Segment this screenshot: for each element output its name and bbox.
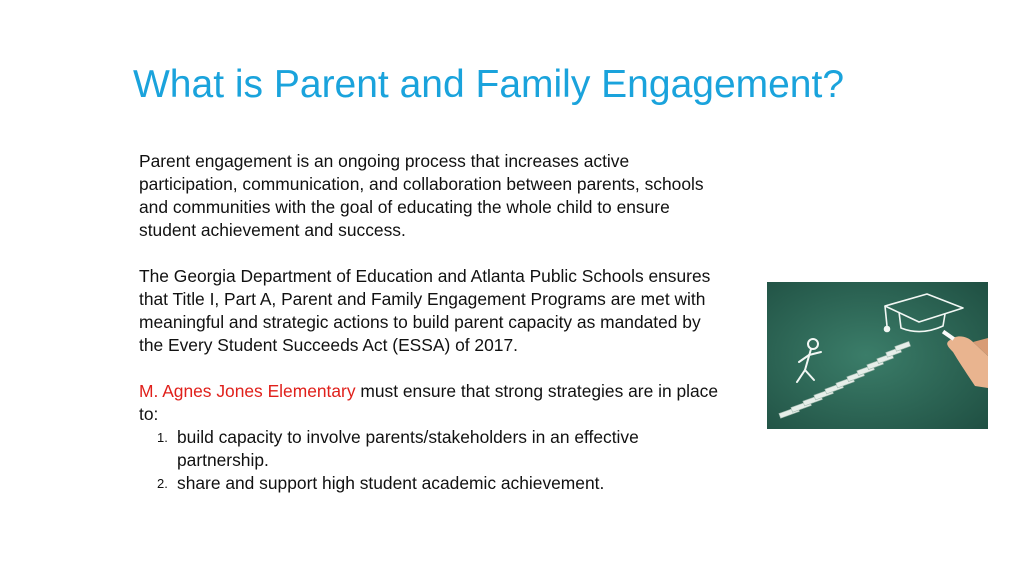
list-number: 1. <box>157 430 168 445</box>
chalkboard-illustration <box>767 282 988 429</box>
school-name: M. Agnes Jones Elementary <box>139 381 356 401</box>
list-text: build capacity to involve parents/stakeholders in an effective partnership. <box>177 427 639 470</box>
slide-title: What is Parent and Family Engagement? <box>133 63 845 106</box>
slide-body <box>139 150 729 495</box>
list-item <box>139 472 729 495</box>
paragraph-school <box>139 380 729 426</box>
list-item <box>139 426 729 472</box>
school-intro: must ensure that strong strategies are in place to: <box>139 381 719 424</box>
chalkboard-stairs-image <box>767 282 988 429</box>
list-number: 2. <box>157 476 168 491</box>
paragraph-georgia: The Georgia Department of Education and Atlanta Public Schools ensures that Title I, Part A, Parent and Family Engagement Programs are met with meaningful and strategic actions to build parent capacity as mandated by the Every Student Succeeds Act (ESSA) of 2017. <box>139 266 711 355</box>
list-text: share and support high student academic achievement. <box>177 473 605 493</box>
strategy-list <box>139 426 729 495</box>
paragraph-definition: Parent engagement is an ongoing process that increases active participation, communication, and collaboration between parents, schools and communities with the goal of educating the whole child to ensure student achievement and success. <box>139 151 704 240</box>
